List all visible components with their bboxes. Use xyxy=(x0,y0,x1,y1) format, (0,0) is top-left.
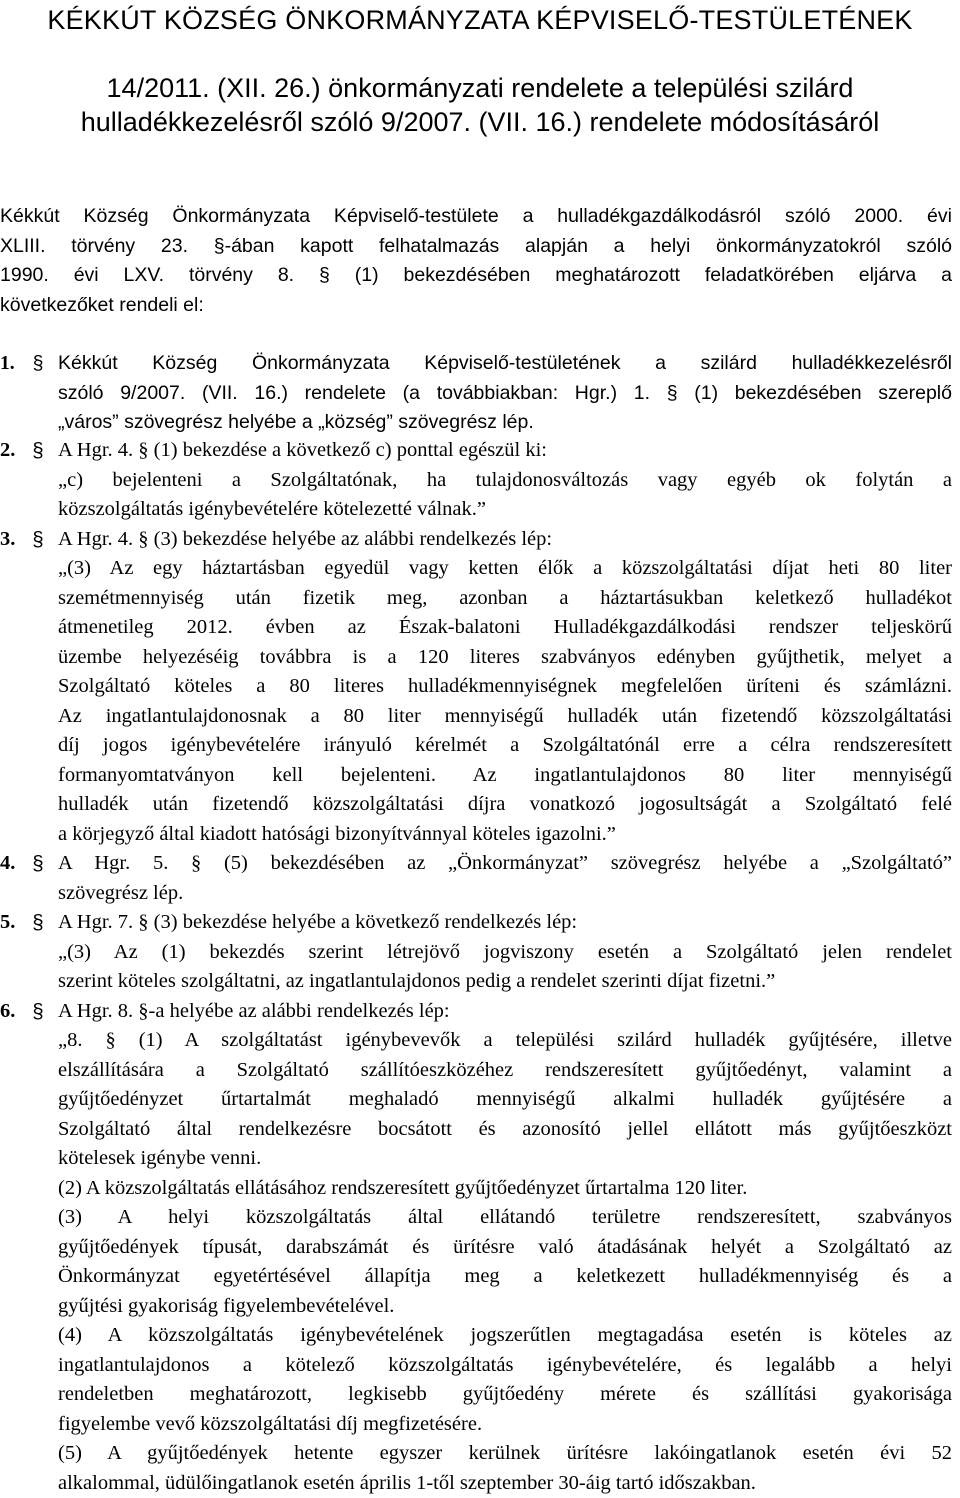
article-line: A Hgr. 7. § (3) bekezdése helyébe a következő rendelkezés lép: xyxy=(58,908,952,938)
article-line: közszolgáltatás igénybevételére kötelezetté válnak.” xyxy=(58,495,952,525)
article-line: (4) A közszolgáltatás igénybevételének jogszerűtlen megtagadása esetén is köteles az xyxy=(58,1321,952,1351)
article-line: A Hgr. 5. § (5) bekezdésében az „Önkormányzat” szövegrész helyébe a „Szolgáltató” xyxy=(58,849,952,879)
articles-body xyxy=(0,436,952,1498)
article-line: a körjegyző által kiadott hatósági bizonyítvánnyal köteles igazolni.” xyxy=(58,820,952,850)
article-line: Az ingatlantulajdonosnak a 80 liter mennyiségű hulladék után fizetendő közszolgáltatási xyxy=(58,702,952,732)
article-line: Kékkút Község Önkormányzata Képviselő-testületének a szilárd hulladékkezelésről xyxy=(58,349,952,379)
article-line: kötelesek igénybe venni. xyxy=(58,1144,952,1174)
article-line: figyelembe vevő közszolgáltatási díj megfizetésére. xyxy=(58,1410,952,1440)
article-number: 4. xyxy=(0,849,24,879)
document-subtitle xyxy=(0,71,960,139)
preamble-line: Kékkút Község Önkormányzata Képviselő-testülete a hulladékgazdálkodásról szóló 2000. évi xyxy=(0,202,952,232)
article-line: Szolgáltató által rendelkezésre bocsátott és azonosító jellel ellátott más gyűjtőeszközt xyxy=(58,1115,952,1145)
document-title: KÉKKÚT KÖZSÉG ÖNKORMÁNYZATA KÉPVISELŐ-TESTÜLETÉNEK xyxy=(0,3,960,37)
article-line: szemétmennyiség után fizetik meg, azonban a háztartásukban keletkező hulladékot xyxy=(58,584,952,614)
section-sign: § xyxy=(26,849,50,879)
article-line: formanyomtatványon kell bejelenteni. Az ingatlantulajdonos 80 liter mennyiségű xyxy=(58,761,952,791)
article-line: Szolgáltató köteles a 80 literes hulladékmennyiségnek megfelelően üríteni és számlázni. xyxy=(58,672,952,702)
article-line: (5) A gyűjtőedények hetente egyszer kerülnek ürítésre lakóingatlanok esetén évi 52 xyxy=(58,1439,952,1469)
subtitle-line-2: hulladékkezelésről szóló 9/2007. (VII. 16.) rendelete módosításáról xyxy=(0,105,960,139)
article-line: díj jogos igénybevételére irányuló kérelmét a Szolgáltatónál erre a célra rendszeresített xyxy=(58,731,952,761)
article-6 xyxy=(0,997,952,1498)
article-line: „(3) Az egy háztartásban egyedül vagy ketten élők a közszolgáltatási díjat heti 80 liter xyxy=(58,554,952,584)
article-4 xyxy=(0,849,952,908)
preamble-line: 1990. évi LXV. törvény 8. § (1) bekezdésében meghatározott feladatkörében eljárva a xyxy=(0,261,952,291)
article-5 xyxy=(0,908,952,997)
article-line: „8. § (1) A szolgáltatást igénybevevők a települési szilárd hulladék gyűjtésére, illetve xyxy=(58,1026,952,1056)
subtitle-line-1: 14/2011. (XII. 26.) önkormányzati rendelete a települési szilárd xyxy=(0,71,960,105)
article-1 xyxy=(0,349,952,438)
section-sign: § xyxy=(26,525,50,555)
article-line: „c) bejelenteni a Szolgáltatónak, ha tulajdonosváltozás vagy egyéb ok folytán a xyxy=(58,466,952,496)
article-line: alkalommal, üdülőingatlanok esetén április 1-től szeptember 30-áig tartó időszakban. xyxy=(58,1469,952,1498)
article-line: átmenetileg 2012. évben az Észak-balatoni Hulladékgazdálkodási rendszer teljeskörű xyxy=(58,613,952,643)
article-2 xyxy=(0,436,952,525)
article-3 xyxy=(0,525,952,850)
article-line: ingatlantulajdonos a kötelező közszolgáltatás igénybevételére, és legalább a helyi xyxy=(58,1351,952,1381)
article-number: 5. xyxy=(0,908,24,938)
article-line: gyűjtőedényzet űrtartalmát meghaladó mennyiségű alkalmi hulladék gyűjtésére a xyxy=(58,1085,952,1115)
article-line: szövegrész lép. xyxy=(58,879,952,909)
article-number: 1. xyxy=(0,349,24,379)
article-number: 3. xyxy=(0,525,24,555)
section-sign: § xyxy=(26,436,50,466)
article-line: A Hgr. 8. §-a helyébe az alábbi rendelkezés lép: xyxy=(58,997,952,1027)
article-line: szóló 9/2007. (VII. 16.) rendelete (a továbbiakban: Hgr.) 1. § (1) bekezdésében szereplő xyxy=(58,379,952,409)
article-line: üzembe helyezéséig továbbra is a 120 literes szabványos edényben gyűjthetik, melyet a xyxy=(58,643,952,673)
article-line: „város” szövegrész helyébe a „község” szövegrész lép. xyxy=(58,408,952,438)
preamble-line: XLIII. törvény 23. §-ában kapott felhatalmazás alapján a helyi önkormányzatokról szóló xyxy=(0,232,952,262)
article-line: A Hgr. 4. § (1) bekezdése a következő c) ponttal egészül ki: xyxy=(58,436,952,466)
article-line: (2) A közszolgáltatás ellátásához rendszeresített gyűjtőedényzet űrtartalma 120 liter. xyxy=(58,1174,952,1204)
article-line: (3) A helyi közszolgáltatás által ellátandó területre rendszeresített, szabványos xyxy=(58,1203,952,1233)
article-line: gyűjtési gyakoriság figyelembevételével. xyxy=(58,1292,952,1322)
article-number: 6. xyxy=(0,997,24,1027)
preamble-line: következőket rendeli el: xyxy=(0,291,952,321)
article-line: A Hgr. 4. § (3) bekezdése helyébe az alábbi rendelkezés lép: xyxy=(58,525,952,555)
section-sign: § xyxy=(26,997,50,1027)
section-sign: § xyxy=(26,349,50,379)
article-line: szerint köteles szolgáltatni, az ingatlantulajdonos pedig a rendelet szerinti díjat fizetni.” xyxy=(58,967,952,997)
article-line: gyűjtőedények típusát, darabszámát és ürítésre való átadásának helyét a Szolgáltató az xyxy=(58,1233,952,1263)
article-line: hulladék után fizetendő közszolgáltatási díjra vonatkozó jogosultságát a Szolgáltató felé xyxy=(58,790,952,820)
article-line: rendeletben meghatározott, legkisebb gyűjtőedény mérete és szállítási gyakorisága xyxy=(58,1380,952,1410)
preamble xyxy=(0,202,952,320)
article-line: elszállítására a Szolgáltató szállítóeszközéhez rendszeresített gyűjtőedényt, valamint a xyxy=(58,1056,952,1086)
article-line: „(3) Az (1) bekezdés szerint létrejövő jogviszony esetén a Szolgáltató jelen rendelet xyxy=(58,938,952,968)
section-sign: § xyxy=(26,908,50,938)
article-number: 2. xyxy=(0,436,24,466)
article-line: Önkormányzat egyetértésével állapítja meg a keletkezett hulladékmennyiség és a xyxy=(58,1262,952,1292)
